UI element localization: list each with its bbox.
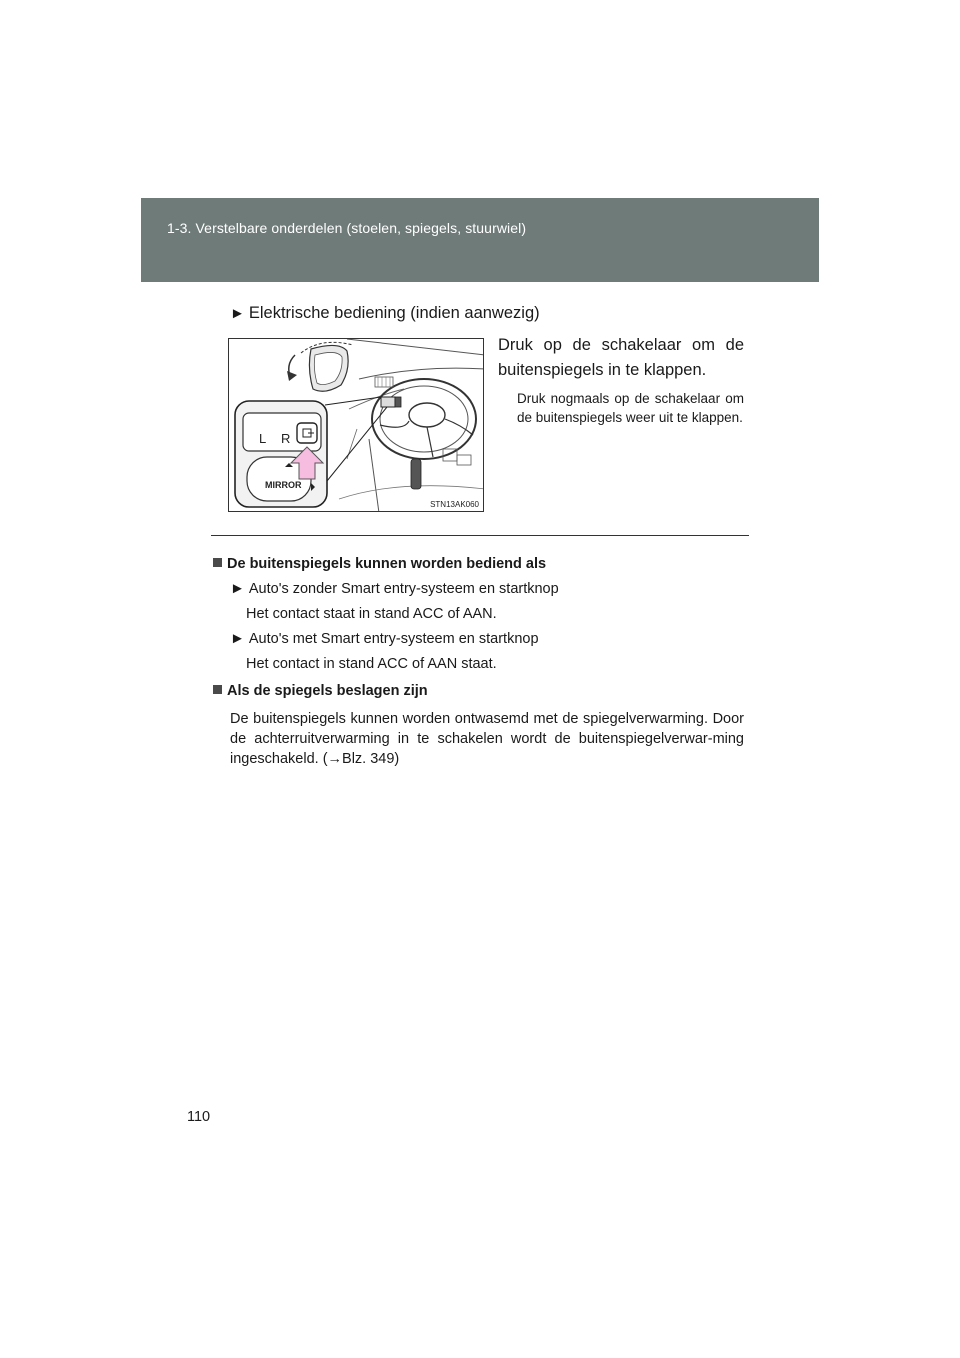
triangle-bullet-icon: ►: [230, 580, 245, 597]
chapter-header-bar: [141, 198, 819, 282]
switch-label-l: L: [259, 431, 267, 446]
square-bullet-icon: [213, 685, 222, 694]
triangle-bullet-icon: ►: [230, 630, 245, 647]
note-1-item-2-text: Het contact in stand ACC of AAN staat.: [246, 656, 497, 672]
note-2-title: Als de spiegels beslagen zijn: [213, 681, 428, 701]
dashboard-drawing: [229, 339, 484, 512]
main-instruction: Druk op de schakelaar om de buitenspiegels in te klappen.: [498, 336, 744, 379]
section-heading-text: Elektrische bediening (indien aanwezig): [248, 304, 540, 322]
figure-code: STN13AK060: [430, 500, 479, 509]
switch-label-mirror: MIRROR: [265, 480, 302, 490]
note-1-item-2-label: ► Auto's met Smart entry-systeem en startknop: [230, 630, 539, 647]
square-bullet-icon: [213, 558, 222, 567]
section-heading: [230, 304, 540, 323]
note-1-title: De buitenspiegels kunnen worden bediend als: [213, 554, 546, 574]
triangle-bullet-icon: ►: [230, 305, 245, 322]
page-number: 110: [187, 1109, 211, 1125]
switch-label-r: R: [281, 431, 291, 446]
chapter-title: 1-3. Verstelbare onderdelen (stoelen, spiegels, stuurwiel): [167, 220, 527, 236]
section-divider: [211, 535, 749, 536]
note-1-item-1-text: Het contact staat in stand ACC of AAN.: [246, 606, 497, 622]
mirror-switch-illustration: [228, 338, 484, 512]
sub-instruction: Druk nogmaals op de schakelaar om de buitenspiegels weer uit te klappen.: [517, 391, 744, 425]
note-1-item-1-label: ► Auto's zonder Smart entry-systeem en startknop: [230, 580, 559, 597]
note-2-text: De buitenspiegels kunnen worden ontwasemd met de spiegelverwarming. Door de achterruitverwarming in te schakelen wordt de buitenspiegelverwar-ming ingeschakeld. (→Blz. 349): [230, 711, 744, 767]
